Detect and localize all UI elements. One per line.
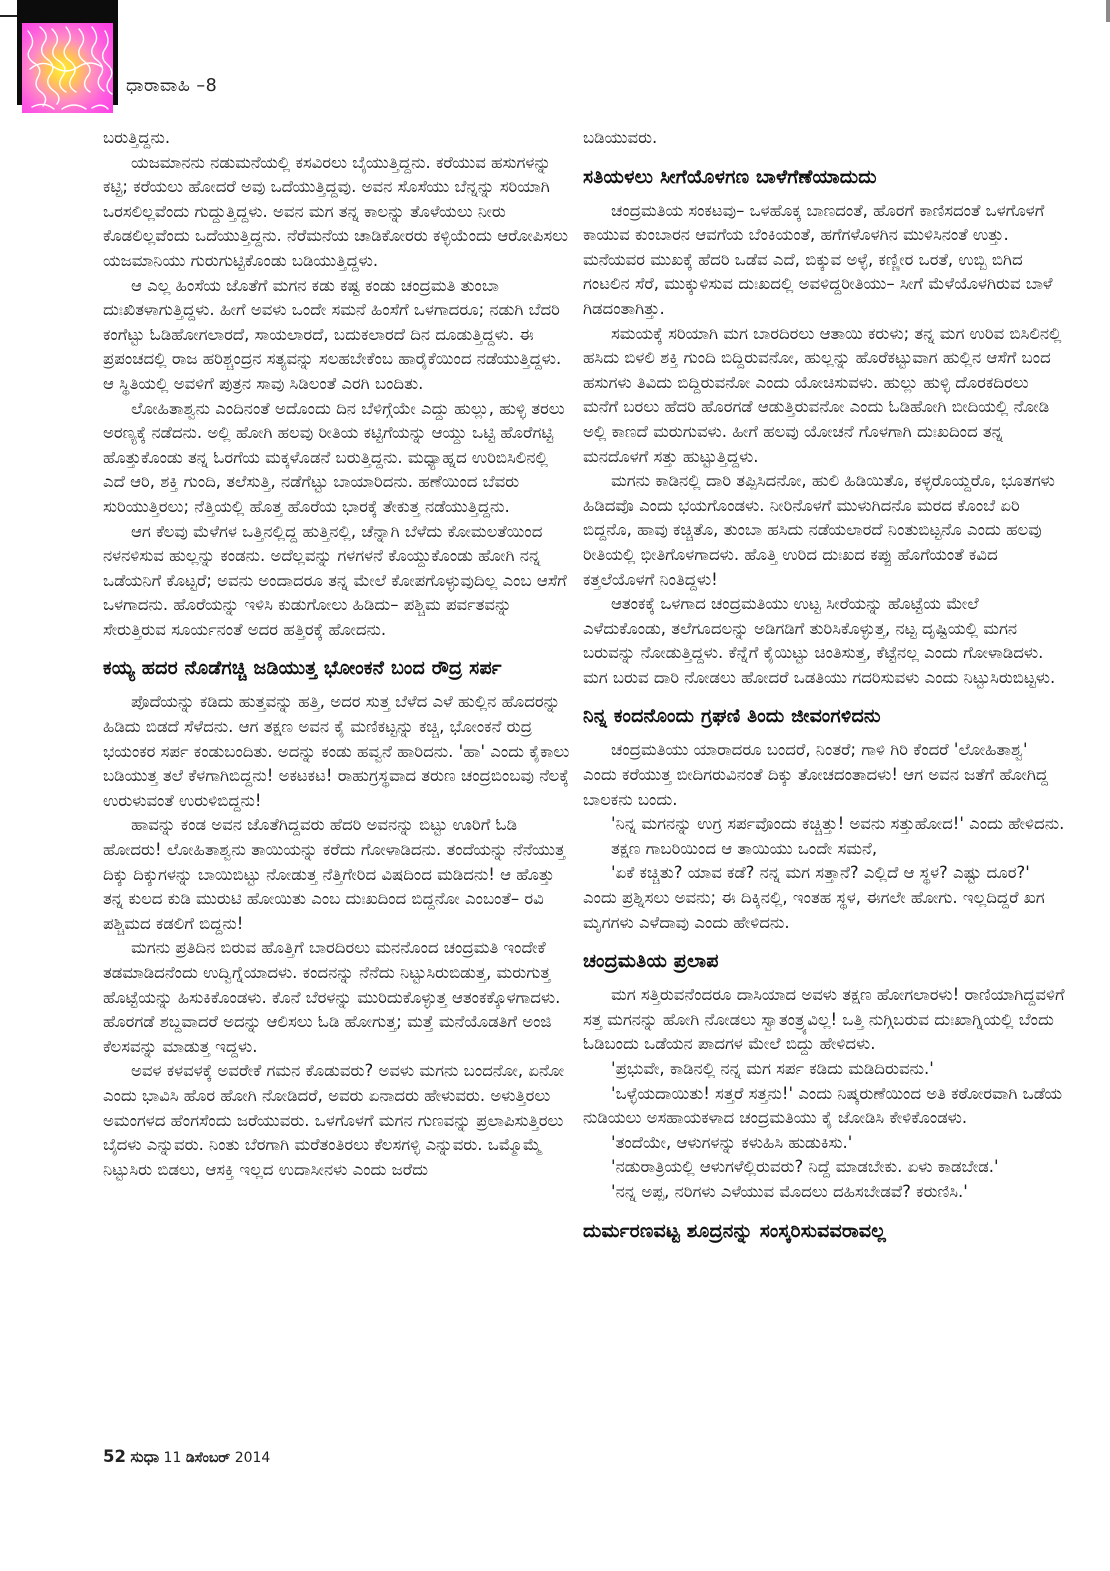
series-title: ಧಾರಾವಾಹಿ –8	[126, 76, 218, 96]
article-body	[103, 126, 1066, 1253]
top-left-rule	[0, 15, 18, 17]
story-paragraph: ಆಗ ಕೆಲವು ಮೆಳೆಗಳ ಒತ್ತಿನಲ್ಲಿದ್ದ ಹುತ್ತಿನಲ್ಲಿ, ಚೆನ್ನಾಗಿ ಬೆಳೆದು ಕೋಮಲತೆಯಿಂದ ನಳನಳಿಸುವ ಹುಲ್ಲನ್ನು ಕಂಡನು. ಅದೆಲ್ಲವನ್ನು ಗಳಗಳನೆ ಕೊಯ್ದುಕೊಂಡು ಹೋಗಿ ನನ್ನ ಒಡೆಯನಿಗೆ ಕೊಟ್ಟರೆ; ಅವನು ಅಂದಾದರೂ ತನ್ನ ಮೇಲೆ ಕೋಪಗೊಳ್ಳುವುದಿಲ್ಲ ಎಂಬ ಆಸೆಗೆ ಒಳಗಾದನು. ಹೊರೆಯನ್ನು ಇಳಿಸಿ ಕುಡುಗೋಲು ಹಿಡಿದು– ಪಶ್ಚಿಮ ಪರ್ವತವನ್ನು ಸೇರುತ್ತಿರುವ ಸೂರ್ಯನಂತೆ ಅದರ ಹತ್ತಿರಕ್ಕೆ ಹೋದನು.	[103, 521, 567, 639]
section-heading: ನಿನ್ನ ಕಂದನೊಂದು ಗ್ರಘಣಿ ತಿಂದು ಜೀವಂಗಳಿದನು	[583, 705, 881, 728]
magazine-logo	[17, 0, 118, 105]
story-paragraph: ಮಗನು ಕಾಡಿನಲ್ಲಿ ದಾರಿ ತಪ್ಪಿಸಿದನೋ, ಹುಲಿ ಹಿಡಿಯಿತೊ, ಕಳ್ಳರೊಯ್ದರೊ, ಭೂತಗಳು ಹಿಡಿದವೊ ಎಂದು ಭಯಗೊಂಡಳು. ನೀರಿನೊಳಗೆ ಮುಳುಗಿದನೊ ಮರದ ಕೊಂಬೆ ಏರಿ ಬಿದ್ದನೊ, ಹಾವು ಕಚ್ಚಿತೊ, ತುಂಬಾ ಹಸಿದು ನಡೆಯಲಾರದೆ ನಿಂತುಬಿಟ್ಟನೊ ಎಂದು ಹಲವು ರೀತಿಯಲ್ಲಿ ಭೀತಿಗೊಳಗಾದಳು. ಹೊತ್ತಿ ಉರಿದ ದುಃಖದ ಕಪ್ಪು ಹೊಗೆಯಂತೆ ಕವಿದ ಕತ್ತಲೆಯೊಳಗೆ ನಿಂತಿದ್ದಳು!	[583, 471, 1055, 589]
story-paragraph: 'ನನ್ನ ಅಪ್ಪ, ನರಿಗಳು ಎಳೆಯುವ ಮೊದಲು ದಹಿಸಬೇಡವೆ? ಕರುಣಿಸಿ.'	[611, 1181, 968, 1201]
story-paragraph: 'ಒಳ್ಳೆಯದಾಯಿತು! ಸತ್ತರೆ ಸತ್ತನು!' ಎಂದು ನಿಷ್ಕರುಣೆಯಿಂದ ಅತಿ ಕಠೋರವಾಗಿ ಒಡೆಯ ನುಡಿಯಲು ಅಸಹಾಯಕಳಾದ ಚಂದ್ರಮತಿಯು ಕೈ ಜೋಡಿಸಿ ಕೇಳಿಕೊಂಡಳು.	[583, 1083, 1063, 1128]
issue-year: 2014	[234, 1450, 271, 1466]
story-paragraph: ಹಾವನ್ನು ಕಂಡ ಅವನ ಜೊತೆಗಿದ್ದವರು ಹೆದರಿ ಅವನನ್ನು ಬಿಟ್ಟು ಊರಿಗೆ ಓಡಿ ಹೋದರು! ಲೋಹಿತಾಶ್ವನು ತಾಯಿಯನ್ನು ಕರೆದು ಗೋಳಾಡಿದನು. ತಂದೆಯನ್ನು ನೆನೆಯುತ್ತ ದಿಕ್ಕು ದಿಕ್ಕುಗಳನ್ನು ಬಾಯಿಬಿಟ್ಟು ನೋಡುತ್ತ ನೆತ್ತಿಗೇರಿದ ವಿಷದಿಂದ ಮಡಿದನು! ಆ ಹೊತ್ತು ತನ್ನ ಕುಲದ ಕುಡಿ ಮುರುಟಿ ಹೋಯಿತು ಎಂಬ ದುಃಖದಿಂದ ಬಿದ್ದನೋ ಎಂಬಂತೆ– ರವಿ ಪಶ್ಚಿಮದ ಕಡಲಿಗೆ ಬಿದ್ದನು!	[103, 815, 566, 933]
story-paragraph: ಆ ಎಲ್ಲ ಹಿಂಸೆಯ ಜೊತೆಗೆ ಮಗನ ಕಡು ಕಷ್ಟ ಕಂಡು ಚಂದ್ರಮತಿ ತುಂಬಾ ದುಃಖಿತಳಾಗುತ್ತಿದ್ದಳು. ಹೀಗೆ ಅವಳು ಒಂದೇ ಸಮನೆ ಹಿಂಸೆಗೆ ಒಳಗಾದರೂ; ನಡುಗಿ ಬೆದರಿ ಕಂಗೆಟ್ಟು ಓಡಿಹೋಗಲಾರದೆ, ಸಾಯಲಾರದೆ, ಬದುಕಲಾರದೆ ದಿನ ದೂಡುತ್ತಿದ್ದಳು. ಈ ಪ್ರಪಂಚದಲ್ಲಿ ರಾಜ ಹರಿಶ್ಚಂದ್ರನ ಸತ್ಯವನ್ನು ಸಲಹಬೇಕೆಂಬ ಹಾರೈಕೆಯಿಂದ ನಡೆಯುತ್ತಿದ್ದಳು. ಆ ಸ್ಥಿತಿಯಲ್ಲಿ ಅವಳಿಗೆ ಪುತ್ರನ ಸಾವು ಸಿಡಿಲಂತೆ ಎರಗಿ ಬಂದಿತು.	[103, 275, 562, 393]
story-paragraph: ಪೊದೆಯನ್ನು ಕಡಿದು ಹುತ್ತವನ್ನು ಹತ್ತಿ, ಅದರ ಸುತ್ತ ಬೆಳೆದ ಎಳೆ ಹುಲ್ಲಿನ ಹೊದರನ್ನು ಹಿಡಿದು ಬಿಡದೆ ಸೆಳೆದನು. ಆಗ ತಕ್ಷಣ ಅವನ ಕೈ ಮಣಿಕಟ್ಟನ್ನು ಕಚ್ಚಿ, ಭೋಂಕನೆ ರುದ್ರ ಭಯಂಕರ ಸರ್ಪ ಕಂಡುಬಂದಿತು. ಅದನ್ನು ಕಂಡು ಹವ್ವನೆ ಹಾರಿದನು. 'ಹಾ' ಎಂದು ಕೈಕಾಲು ಬಡಿಯುತ್ತ ತಲೆ ಕೆಳಗಾಗಿಬಿದ್ದನು! ಅಕಟಕಟ! ರಾಹುಗ್ರಸ್ಥವಾದ ತರುಣ ಚಂದ್ರಬಿಂಬವು ನೆಲಕ್ಕೆ ಉರುಳುವಂತೆ ಉರುಳಿಬಿದ್ದನು!	[103, 692, 570, 810]
story-paragraph: ಆತಂಕಕ್ಕೆ ಒಳಗಾದ ಚಂದ್ರಮತಿಯು ಉಟ್ಟ ಸೀರೆಯನ್ನು ಹೊಟ್ಟೆಯ ಮೇಲೆ ಎಳೆದುಕೊಂಡು, ತಲೆಗೂದಲನ್ನು ಅಡಿಗಡಿಗೆ ತುರಿಸಿಕೊಳ್ಳುತ್ತ, ನಟ್ಟ ದೃಷ್ಟಿಯಲ್ಲಿ ಮಗನ ಬರುವನ್ನು ನೋಡುತ್ತಿದ್ದಳು. ಕೆನ್ನೆಗೆ ಕೈಯಿಟ್ಟು ಚಿಂತಿಸುತ್ತ, ಕೆಟ್ಟೆನಲ್ಲ ಎಂದು ಗೋಳಾಡಿದಳು. ಮಗ ಬರುವ ದಾರಿ ನೋಡಲು ಹೋದರೆ ಒಡತಿಯು ಗದರಿಸುವಳು ಎಂದು ನಿಟ್ಟುಸಿರುಬಿಟ್ಟಳು.	[583, 594, 1056, 687]
section-heading: ದುರ್ಮರಣವಟ್ಟ ಶೂದ್ರನನ್ನು ಸಂಸ್ಕರಿಸುವವರಾವಲ್ಲ	[583, 1219, 887, 1242]
story-paragraph: ಬರುತ್ತಿದ್ದನು.	[103, 128, 171, 147]
left-column	[103, 126, 571, 1253]
story-paragraph: ಮಗನು ಪ್ರತಿದಿನ ಬಿರುವ ಹೊತ್ತಿಗೆ ಬಾರದಿರಲು ಮನನೊಂದ ಚಂದ್ರಮತಿ ಇಂದೇಕೆ ತಡಮಾಡಿದನೆಂದು ಉದ್ವಿಗ್ನೆಯಾದಳು. ಕಂದನನ್ನು ನೆನೆದು ನಿಟ್ಟುಸಿರುಬಿಡುತ್ತ, ಮರುಗುತ್ತ ಹೊಟ್ಟೆಯನ್ನು ಹಿಸುಕಿಕೊಂಡಳು. ಕೊನೆ ಬೆರಳನ್ನು ಮುರಿದುಕೊಳ್ಳುತ್ತ ಆತಂಕಕ್ಕೊಳಗಾದಳು. ಹೊರಗಡೆ ಶಬ್ದವಾದರೆ ಅದನ್ನು ಆಲಿಸಲು ಓಡಿ ಹೋಗುತ್ತ; ಮತ್ತೆ ಮನೆಯೊಡತಿಗೆ ಅಂಜಿ ಕೆಲಸವನ್ನು ಮಾಡುತ್ತ ಇದ್ದಳು.	[103, 938, 561, 1056]
story-paragraph: ಚಂದ್ರಮತಿಯ ಸಂಕಟವು– ಒಳಹೊಕ್ಕ ಬಾಣದಂತೆ, ಹೊರಗೆ ಕಾಣಿಸದಂತೆ ಒಳಗೊಳಗೆ ಕಾಯುವ ಕುಂಬಾರನ ಆವಗೆಯ ಬೆಂಕಿಯಂತೆ, ಹಗೆಗಳೊಳಗಿನ ಮುಳಿಸಿನಂತೆ ಉತ್ತು. ಮನೆಯವರ ಮುಖಕ್ಕೆ ಹೆದರಿ ಒಡೆವ ಎದೆ, ಬಿಕ್ಕುವ ಅಳ್ಳೆ, ಕಣ್ಣೀರ ಒರತೆ, ಉಬ್ಬಿ ಬಿಗಿದ ಗಂಟಲಿನ ಸೆರೆ, ಮುಕ್ಕುಳಿಸುವ ದುಃಖದಲ್ಲಿ ಅವಳಿದ್ದರೀತಿಯು– ಸೀಗೆ ಮೆಳೆಯೊಳಗಿರುವ ಬಾಳೆ ಗಿಡದಂತಾಗಿತ್ತು.	[583, 200, 1053, 318]
page-number: 52	[103, 1447, 126, 1466]
story-paragraph: ಮಗ ಸತ್ತಿರುವನೆಂದರೂ ದಾಸಿಯಾದ ಅವಳು ತಕ್ಷಣ ಹೋಗಲಾರಳು! ರಾಣಿಯಾಗಿದ್ದವಳಿಗೆ ಸತ್ತ ಮಗನನ್ನು ಹೋಗಿ ನೋಡಲು ಸ್ವಾತಂತ್ರ್ಯವಿಲ್ಲ! ಒತ್ತಿ ನುಗ್ಗಿಬರುವ ದುಃಖಾಗ್ನಿಯಲ್ಲಿ ಬೆಂದು ಓಡಿಬಂದು ಒಡೆಯನ ಪಾದಗಳ ಮೇಲೆ ಬಿದ್ದು ಹೇಳಿದಳು.	[583, 985, 1065, 1054]
story-paragraph: ಬಡಿಯುವರು.	[583, 128, 658, 147]
story-paragraph: ಲೋಹಿತಾಶ್ವನು ಎಂದಿನಂತೆ ಅದೊಂದು ದಿನ ಬೆಳಿಗ್ಗೆಯೇ ಎದ್ದು ಹುಲ್ಲು, ಹುಳ್ಳಿ ತರಲು ಅರಣ್ಯಕ್ಕೆ ನಡೆದನು. ಅಲ್ಲಿ ಹೋಗಿ ಹಲವು ರೀತಿಯ ಕಟ್ಟಿಗೆಯನ್ನು ಆಯ್ದು ಒಟ್ಟಿ ಹೊರೆಗಟ್ಟಿ ಹೊತ್ತುಕೊಂಡು ತನ್ನ ಓರಗೆಯ ಮಕ್ಕಳೊಡನೆ ಬರುತ್ತಿದ್ದನು. ಮಧ್ಯಾಹ್ನದ ಉರಿಬಿಸಿಲಿನಲ್ಲಿ ಎದೆ ಆರಿ, ಶಕ್ತಿ ಗುಂದಿ, ತಲೆಸುತ್ತಿ, ನಡೆಗೆಟ್ಟು ಬಾಯಾರಿದನು. ಹಣೆಯಿಂದ ಬೆವರು ಸುರಿಯುತ್ತಿರಲು; ನೆತ್ತಿಯಲ್ಲಿ ಹೊತ್ತ ಹೊರೆಯ ಭಾರಕ್ಕೆ ತೇಕುತ್ತ ನಡೆಯುತ್ತಿದ್ದನು.	[103, 398, 565, 516]
story-paragraph: ತಕ್ಷಣ ಗಾಬರಿಯಿಂದ ಆ ತಾಯಿಯು ಒಂದೇ ಸಮನೆ,	[611, 838, 878, 858]
story-paragraph: ಚಂದ್ರಮತಿಯು ಯಾರಾದರೂ ಬಂದರೆ, ನಿಂತರೆ; ಗಾಳಿ ಗಿರಿ ಕೆಂದರೆ 'ಲೋಹಿತಾಶ್ವ' ಎಂದು ಕರೆಯುತ್ತ ಬೀದಿಗರುವಿನಂತೆ ದಿಕ್ಕು ತೋಚದಂತಾದಳು! ಆಗ ಅವನ ಜತೆಗೆ ಹೋಗಿದ್ದ ಬಾಲಕನು ಬಂದು.	[583, 740, 1049, 809]
section-heading: ಚಂದ್ರಮತಿಯ ಪ್ರಲಾಪ	[583, 950, 719, 973]
story-paragraph: 'ಪ್ರಭುವೇ, ಕಾಡಿನಲ್ಲಿ ನನ್ನ ಮಗ ಸರ್ಪ ಕಡಿದು ಮಡಿದಿರುವನು.'	[611, 1059, 934, 1078]
issue-day: 11	[163, 1450, 182, 1466]
story-paragraph: 'ನಿನ್ನ ಮಗನನ್ನು ಉಗ್ರ ಸರ್ಪವೊಂದು ಕಚ್ಚಿತ್ತು! ಅವನು ಸತ್ತುಹೋದ!' ಎಂದು ಹೇಳಿದನು.	[611, 814, 1065, 834]
story-paragraph: 'ಏಕೆ ಕಚ್ಚಿತು? ಯಾವ ಕಡೆ? ನನ್ನ ಮಗ ಸತ್ತಾನೆ? ಎಲ್ಲಿದೆ ಆ ಸ್ಥಳ? ಎಷ್ಟು ದೂರ?' ಎಂದು ಪ್ರಶ್ನಿಸಲು ಅವನು; ಈ ದಿಕ್ಕಿನಲ್ಲಿ, ಇಂತಹ ಸ್ಥಳ, ಈಗಲೇ ಹೋಗು. ಇಲ್ಲದಿದ್ದರೆ ಖಗ ಮೃಗಗಳು ಎಳೆದಾವು ಎಂದು ಹೇಳಿದನು.	[583, 863, 1045, 932]
magazine-name: ಸುಧಾ	[130, 1448, 160, 1466]
section-heading: ಕಯ್ಯ ಹದರ ನೊಡೆಗಚ್ಚಿ ಜಡಿಯುತ್ತ ಭೋಂಕನೆ ಬಂದ ರೌದ್ರ ಸರ್ಪ	[103, 657, 502, 680]
story-paragraph: ಅವಳ ಕಳವಳಕ್ಕೆ ಅವರೇಕೆ ಗಮನ ಕೊಡುವರು? ಅವಳು ಮಗನು ಬಂದನೋ, ಏನೋ ಎಂದು ಭಾವಿಸಿ ಹೊರ ಹೋಗಿ ನೋಡಿದರೆ, ಅವರು ಏನಾದರು ಹೇಳುವರು. ಅಳುತ್ತಿರಲು ಅಮಂಗಳದ ಹೆಂಗಸೆಂದು ಜರೆಯುವರು. ಒಳಗೊಳಗೆ ಮಗನ ಗುಣವನ್ನು ಪ್ರಲಾಪಿಸುತ್ತಿರಲು ಬೈದಳು ಎನ್ನುವರು. ನಿಂತು ಬೆರಗಾಗಿ ಮರೆತಂತಿರಲು ಕೆಲಸಗಳ್ಳಿ ಎನ್ನುವರು. ಒಮ್ಮೊಮ್ಮೆ ನಿಟ್ಟುಸಿರು ಬಿಡಲು, ಆಸಕ್ತಿ ಇಲ್ಲದ ಉದಾಸೀನಳು ಎಂದು ಜರೆದು	[103, 1061, 565, 1179]
story-paragraph: 'ತಂದೆಯೇ, ಆಳುಗಳನ್ನು ಕಳುಹಿಸಿ ಹುಡುಕಿಸು.'	[611, 1132, 853, 1152]
right-column	[583, 126, 1066, 1253]
story-paragraph: 'ನಡುರಾತ್ರಿಯಲ್ಲಿ ಆಳುಗಳೆಲ್ಲಿರುವರು? ನಿದ್ದೆ ಮಾಡಬೇಕು. ಏಳು ಕಾಡಬೇಡ.'	[611, 1157, 999, 1177]
story-paragraph: ಸಮಯಕ್ಕೆ ಸರಿಯಾಗಿ ಮಗ ಬಾರದಿರಲು ಆತಾಯಿ ಕರುಳು; ತನ್ನ ಮಗ ಉರಿವ ಬಿಸಿಲಿನಲ್ಲಿ ಹಸಿದು ಬಿಳಲಿ ಶಕ್ತಿ ಗುಂದಿ ಬಿದ್ದಿರುವನೋ, ಹುಲ್ಲನ್ನು ಹೊರೆಕಟ್ಟುವಾಗ ಹುಲ್ಲಿನ ಆಸೆಗೆ ಬಂದ ಹಸುಗಳು ತಿವಿದು ಬಿದ್ದಿರುವನೋ ಎಂದು ಯೋಚಿಸುವಳು. ಹುಲ್ಲು ಹುಳ್ಳಿ ದೊರಕದಿರಲು ಮನೆಗೆ ಬರಲು ಹೆದರಿ ಹೊರಗಡೆ ಆಡುತ್ತಿರುವನೋ ಎಂದು ಓಡಿಹೋಗಿ ಬೀದಿಯಲ್ಲಿ ನೋಡಿ ಅಲ್ಲಿ ಕಾಣದೆ ಮರುಗುವಳು. ಹೀಗೆ ಹಲವು ಯೋಚನೆ ಗೊಳಗಾಗಿ ದುಃಖದಿಂದ ತನ್ನ ಮನದೊಳಗೆ ಸತ್ತು ಹುಟ್ಟುತ್ತಿದ್ದಳು.	[583, 323, 1062, 466]
issue-month: ಡಿಸೆಂಬರ್	[185, 1450, 231, 1466]
story-paragraph: ಯಜಮಾನನು ನಡುಮನೆಯಲ್ಲಿ ಕಸವಿರಲು ಬೈಯುತ್ತಿದ್ದನು. ಕರೆಯುವ ಹಸುಗಳನ್ನು ಕಟ್ಟಿ; ಕರೆಯಲು ಹೋದರೆ ಅವು ಒದೆಯುತ್ತಿದ್ದವು. ಅವನ ಸೊಸೆಯು ಬೆನ್ನನ್ನು ಸರಿಯಾಗಿ ಒರಸಲಿಲ್ಲವೆಂದು ಗುದ್ದುತ್ತಿದ್ದಳು. ಅವನ ಮಗ ತನ್ನ ಕಾಲನ್ನು ತೊಳೆಯಲು ನೀರು ಕೊಡಲಿಲ್ಲವೆಂದು ಒದೆಯುತ್ತಿದ್ದನು. ನೆರೆಮನೆಯ ಚಾಡಿಕೋರರು ಕಳ್ಳಿಯೆಂದು ಆರೋಪಿಸಲು ಯಜಮಾನಿಯು ಗುರುಗುಟ್ಟಿಕೊಂಡು ಬಡಿಯುತ್ತಿದ್ದಳು.	[103, 152, 569, 270]
logo-artwork	[22, 23, 113, 113]
section-heading: ಸತಿಯಳಲು ಸೀಗೆಯೊಳಗಣ ಬಾಳೆಗೆಣೆಯಾದುದು	[583, 165, 877, 188]
page-footer	[103, 1447, 270, 1467]
page-edge-mark	[1106, 0, 1110, 22]
logo-squiggle-pattern	[22, 23, 113, 113]
